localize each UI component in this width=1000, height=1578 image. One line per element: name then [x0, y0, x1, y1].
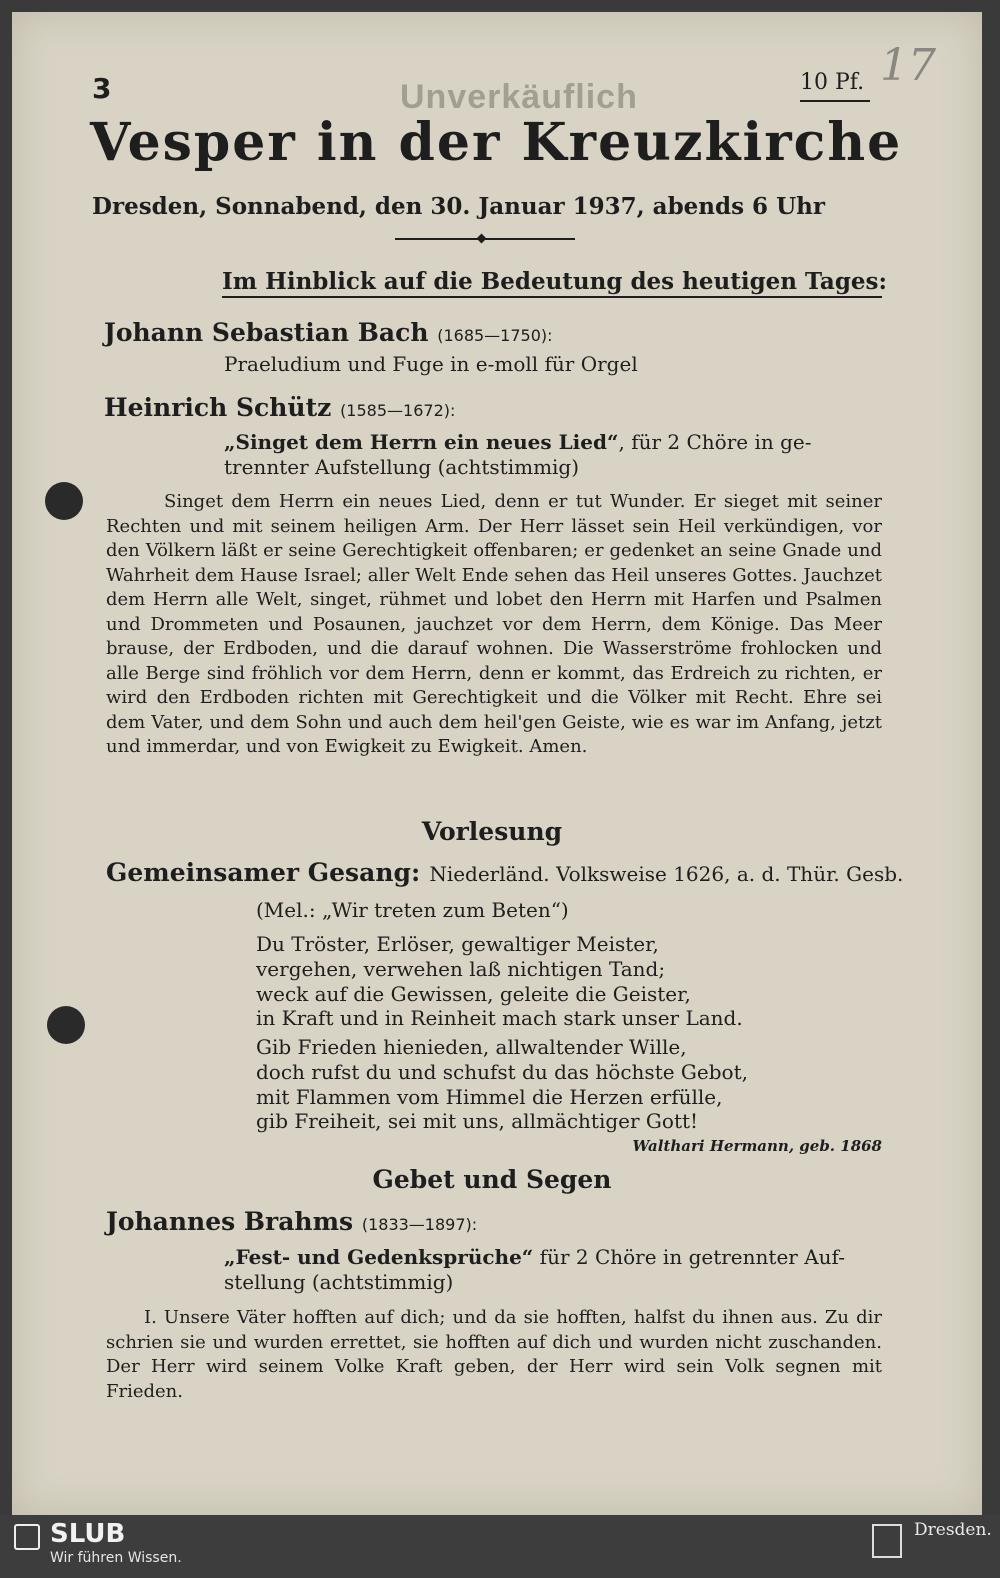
- hymn-line: gib Freiheit, sei mit uns, allmächtiger Gott!: [256, 1109, 699, 1134]
- hymn-author: Walthari Hermann, geb. 1868: [632, 1137, 882, 1155]
- hymn-line: weck auf die Gewissen, geleite die Geister,: [256, 981, 691, 1006]
- composer-dates: (1685—1750):: [437, 326, 553, 345]
- song-label: Gemeinsamer Gesang:: [106, 858, 421, 887]
- work-title: „Fest- und Gedenksprüche“: [224, 1245, 534, 1269]
- price: 10 Pf.: [800, 70, 865, 95]
- section-vorlesung: Vorlesung: [421, 817, 563, 846]
- hymn-line: Du Tröster, Erlöser, gewaltiger Meister,: [256, 932, 659, 956]
- handwritten-number: 17: [880, 40, 936, 91]
- coat-of-arms-icon: [872, 1524, 902, 1558]
- work-info: für 2 Chöre in getrennter Auf-: [533, 1245, 845, 1269]
- work-title: „Singet dem Herrn ein neues Lied“: [224, 430, 619, 454]
- partner-logo[interactable]: Dresden.: [914, 1520, 992, 1540]
- program-number: 3: [92, 72, 112, 105]
- work-title: Praeludium und Fuge in e-moll für Orgel: [224, 352, 638, 376]
- composer-bach: [104, 318, 553, 347]
- composer-name: Heinrich Schütz: [104, 393, 332, 422]
- punch-hole: [45, 482, 83, 520]
- composer-dates: (1585—1672):: [340, 401, 456, 420]
- composer-brahms: [106, 1207, 477, 1236]
- work-description: [224, 1245, 884, 1295]
- hymn-stanza-1: [256, 932, 876, 1031]
- lyrics-text: I. Unsere Väter hofften auf dich; und da sie hofften, halfst du ihnen aus. Zu dir schrien sie und wurden errettet, sie hofften auf dich und wurden nicht zuschanden. Der Herr wird seinem Volke Kraft geben, der Herr wird sein Volk segnen mit Frieden.: [106, 1307, 882, 1402]
- work-description: [224, 430, 884, 480]
- section-heading: Im Hinblick auf die Bedeutung des heutigen Tages:: [222, 268, 887, 295]
- congregational-song: [106, 858, 904, 887]
- viewer-footer: [0, 1515, 1000, 1578]
- heading-underline: [222, 296, 882, 298]
- composer-dates: (1833—1897):: [361, 1215, 478, 1234]
- event-subtitle: Dresden, Sonnabend, den 30. Januar 1937, abends 6 Uhr: [92, 193, 825, 220]
- work-info-line2: trennter Aufstellung (achtstimmig): [224, 455, 580, 479]
- library-tagline: Wir führen Wissen.: [50, 1550, 182, 1566]
- composer-schuetz: [104, 393, 455, 422]
- punch-hole: [47, 1006, 85, 1044]
- section-gebet: Gebet und Segen: [372, 1165, 612, 1194]
- lyrics-text: Singet dem Herrn ein neues Lied, denn er tut Wunder. Er sieget mit seiner Rechten und mit seinem heiligen Arm. Der Herr lässet sein Heil verkündigen, vor den Völkern läßt er seine Gerechtigkeit offenbaren; er gedenket an seine Gnade und Wahrheit dem Hause Israel; aller Welt Ende sehen das Heil unseres Gottes. Jauchzet dem Herrn alle Welt, singet, rühmet und lobet den Herrn mit Harfen und Psalmen und Drommeten und Posaunen, jauchzet vor dem Herrn, dem Könige. Das Meer brause, der Erdboden, und die darauf wohnen. Die Wasserströme frohlocken und alle Berge sind fröhlich vor dem Herrn, denn er kommt, das Erdreich zu richten, er wird den Erdboden richten mit Gerechtigkeit und die Völker mit Recht. Ehre sei dem Vater, und dem Sohn und auch dem heil'gen Geiste, wie es war im Anfang, jetzt und immerdar, und von Ewigkeit zu Ewigkeit. Amen.: [106, 491, 882, 757]
- hymn-line: doch rufst du und schufst du das höchste Gebot,: [256, 1059, 748, 1084]
- work-info-line2: stellung (achtstimmig): [224, 1270, 454, 1294]
- page-title: Vesper in der Kreuzkirche: [90, 112, 903, 173]
- composer-name: Johannes Brahms: [106, 1207, 354, 1236]
- library-logo[interactable]: SLUB: [50, 1519, 126, 1549]
- price-underline: [800, 100, 870, 102]
- song-melody: (Mel.: „Wir treten zum Beten“): [256, 898, 569, 922]
- hymn-line: mit Flammen vom Himmel die Herzen erfülle,: [256, 1084, 723, 1109]
- hymn-line: vergehen, verwehen laß nichtigen Tand;: [256, 956, 666, 981]
- hymn-stanza-2: [256, 1035, 876, 1134]
- work-info: , für 2 Chöre in ge-: [618, 430, 812, 454]
- hymn-line: in Kraft und in Reinheit mach stark unser Land.: [256, 1006, 743, 1031]
- hymn-line: Gib Frieden hienieden, allwaltender Wille,: [256, 1035, 687, 1059]
- stamp: Unverkäuflich: [400, 78, 638, 116]
- composer-name: Johann Sebastian Bach: [104, 318, 429, 347]
- song-source: Niederländ. Volksweise 1626, a. d. Thür. Gesb.: [429, 862, 904, 886]
- book-icon: [14, 1524, 40, 1550]
